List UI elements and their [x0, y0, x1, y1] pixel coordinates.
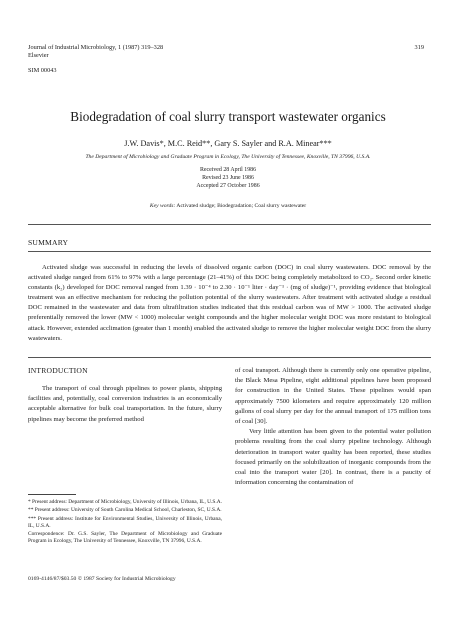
- affiliation: The Department of Microbiology and Graduate Program in Ecology, The University of Tennessee, Knoxville, TN 37996, U.S.A.: [85, 154, 371, 160]
- footnote-divider: [28, 494, 76, 495]
- footnote-3: *** Present address: Institute for Environmental Studies, University of Illinois, Urbana, IL, U.S.A.: [28, 515, 222, 529]
- author-list: J.W. Davis*, M.C. Reid**, Gary S. Sayler and R.A. Minear***: [124, 139, 332, 148]
- accepted-date: Accepted 27 October 1986: [196, 183, 260, 189]
- journal-citation: Journal of Industrial Microbiology, 1 (1987) 319–328: [28, 44, 164, 51]
- page-number: 319: [414, 44, 424, 51]
- footnote-correspondence: Correspondence: Dr. G.S. Sayler, The Department of Microbiology and Graduate Program in Ecology, The University of Tennessee, Knoxville, TN 37996, U.S.A.: [28, 531, 222, 545]
- divider-top: [28, 224, 431, 225]
- divider-bottom: [28, 357, 431, 358]
- publisher: Elsevier: [28, 52, 49, 60]
- copyright-footer: 0169-4146/87/$03.50 © 1987 Society for Industrial Microbiology: [28, 576, 176, 582]
- summary-text: Activated sludge was successful in reducing the levels of dissolved organic carbon (DOC) in coal slurry wastewaters. DOC removal by the activated sludge ranged from 61% to 97% with a large percentage (21–41%) of this DOC being completely metabolized to CO₂. Second order kinetic constants (k₂) developed for DOC removal ranged from 1.39 · 10⁻⁴ to 2.30 · 10⁻¹ liter · day⁻¹ · (mg of sludge)⁻¹, providing evidence that biological treatment was an effective mechanism for reducing the pollution potential of the slurry wastewaters. After treatment with activated sludge a residual DOC remained in the wastewater and data from ultrafiltration studies indicated that this residual carbon was of MW > 1000. The activated sludge preferentially removed the lower (MW < 1000) molecular weight compounds and the higher molecular weight DOC was more resistant to biological attack. However, extended acclimation (greater than 1 month) enabled the activated sludge to remove the higher molecular weight DOC from the slurry wastewaters.: [28, 264, 431, 342]
- footnote-2: ** Present address: University of South Carolina Medical School, Charleston, SC, U.S.A.: [28, 507, 222, 514]
- sim-code: SIM 00043: [28, 67, 57, 75]
- keywords-label: Key words:: [149, 203, 176, 209]
- keywords-text: Activated sludge; Biodegradation; Coal slurry wastewater: [176, 203, 307, 209]
- introduction-heading: INTRODUCTION: [28, 366, 88, 375]
- divider-summary: [28, 251, 431, 252]
- revised-date: Revised 23 June 1986: [202, 175, 254, 181]
- footnotes: [28, 499, 222, 547]
- intro-paragraph-1: of coal transport. Although there is currently only one operative pipeline, the Black Mesa Pipeline, eight additional pipelines have been proposed for construction in the United States. These pipelines would span approximately 7500 kilometers and require approximately 120 million gallons of coal slurry per day for the annual transport of 175 million tons of coal [30].: [235, 367, 431, 426]
- summary-heading: SUMMARY: [28, 238, 69, 247]
- intro-right-column: [235, 366, 431, 488]
- intro-paragraph-2: Very little attention has been given to the potential water pollution problems resulting from the coal slurry pipeline technology. Although deterioration in transport water quality has been reported, these studies focused primarily on the solubilization of inorganic compounds from the coal into the transport water [20]. In contrast, there is a paucity of information concerning the contamination of: [235, 428, 431, 487]
- journal-header: [28, 44, 268, 76]
- received-date: Received 28 April 1986: [199, 167, 257, 173]
- intro-left-column: The transport of coal through pipelines to power plants, shipping facilities and, potentially, coal conversion industries is an economically acceptable alternative for bulk coal transportation. In the future, slurry pipelines may become the preferred method: [28, 385, 222, 423]
- history-dates: [0, 166, 456, 190]
- keywords: [0, 203, 456, 209]
- footnote-1: * Present address: Department of Microbiology, University of Illinois, Urbana, IL, U.S.A.: [28, 499, 222, 505]
- article-title: Biodegradation of coal slurry transport wastewater organics: [70, 109, 386, 124]
